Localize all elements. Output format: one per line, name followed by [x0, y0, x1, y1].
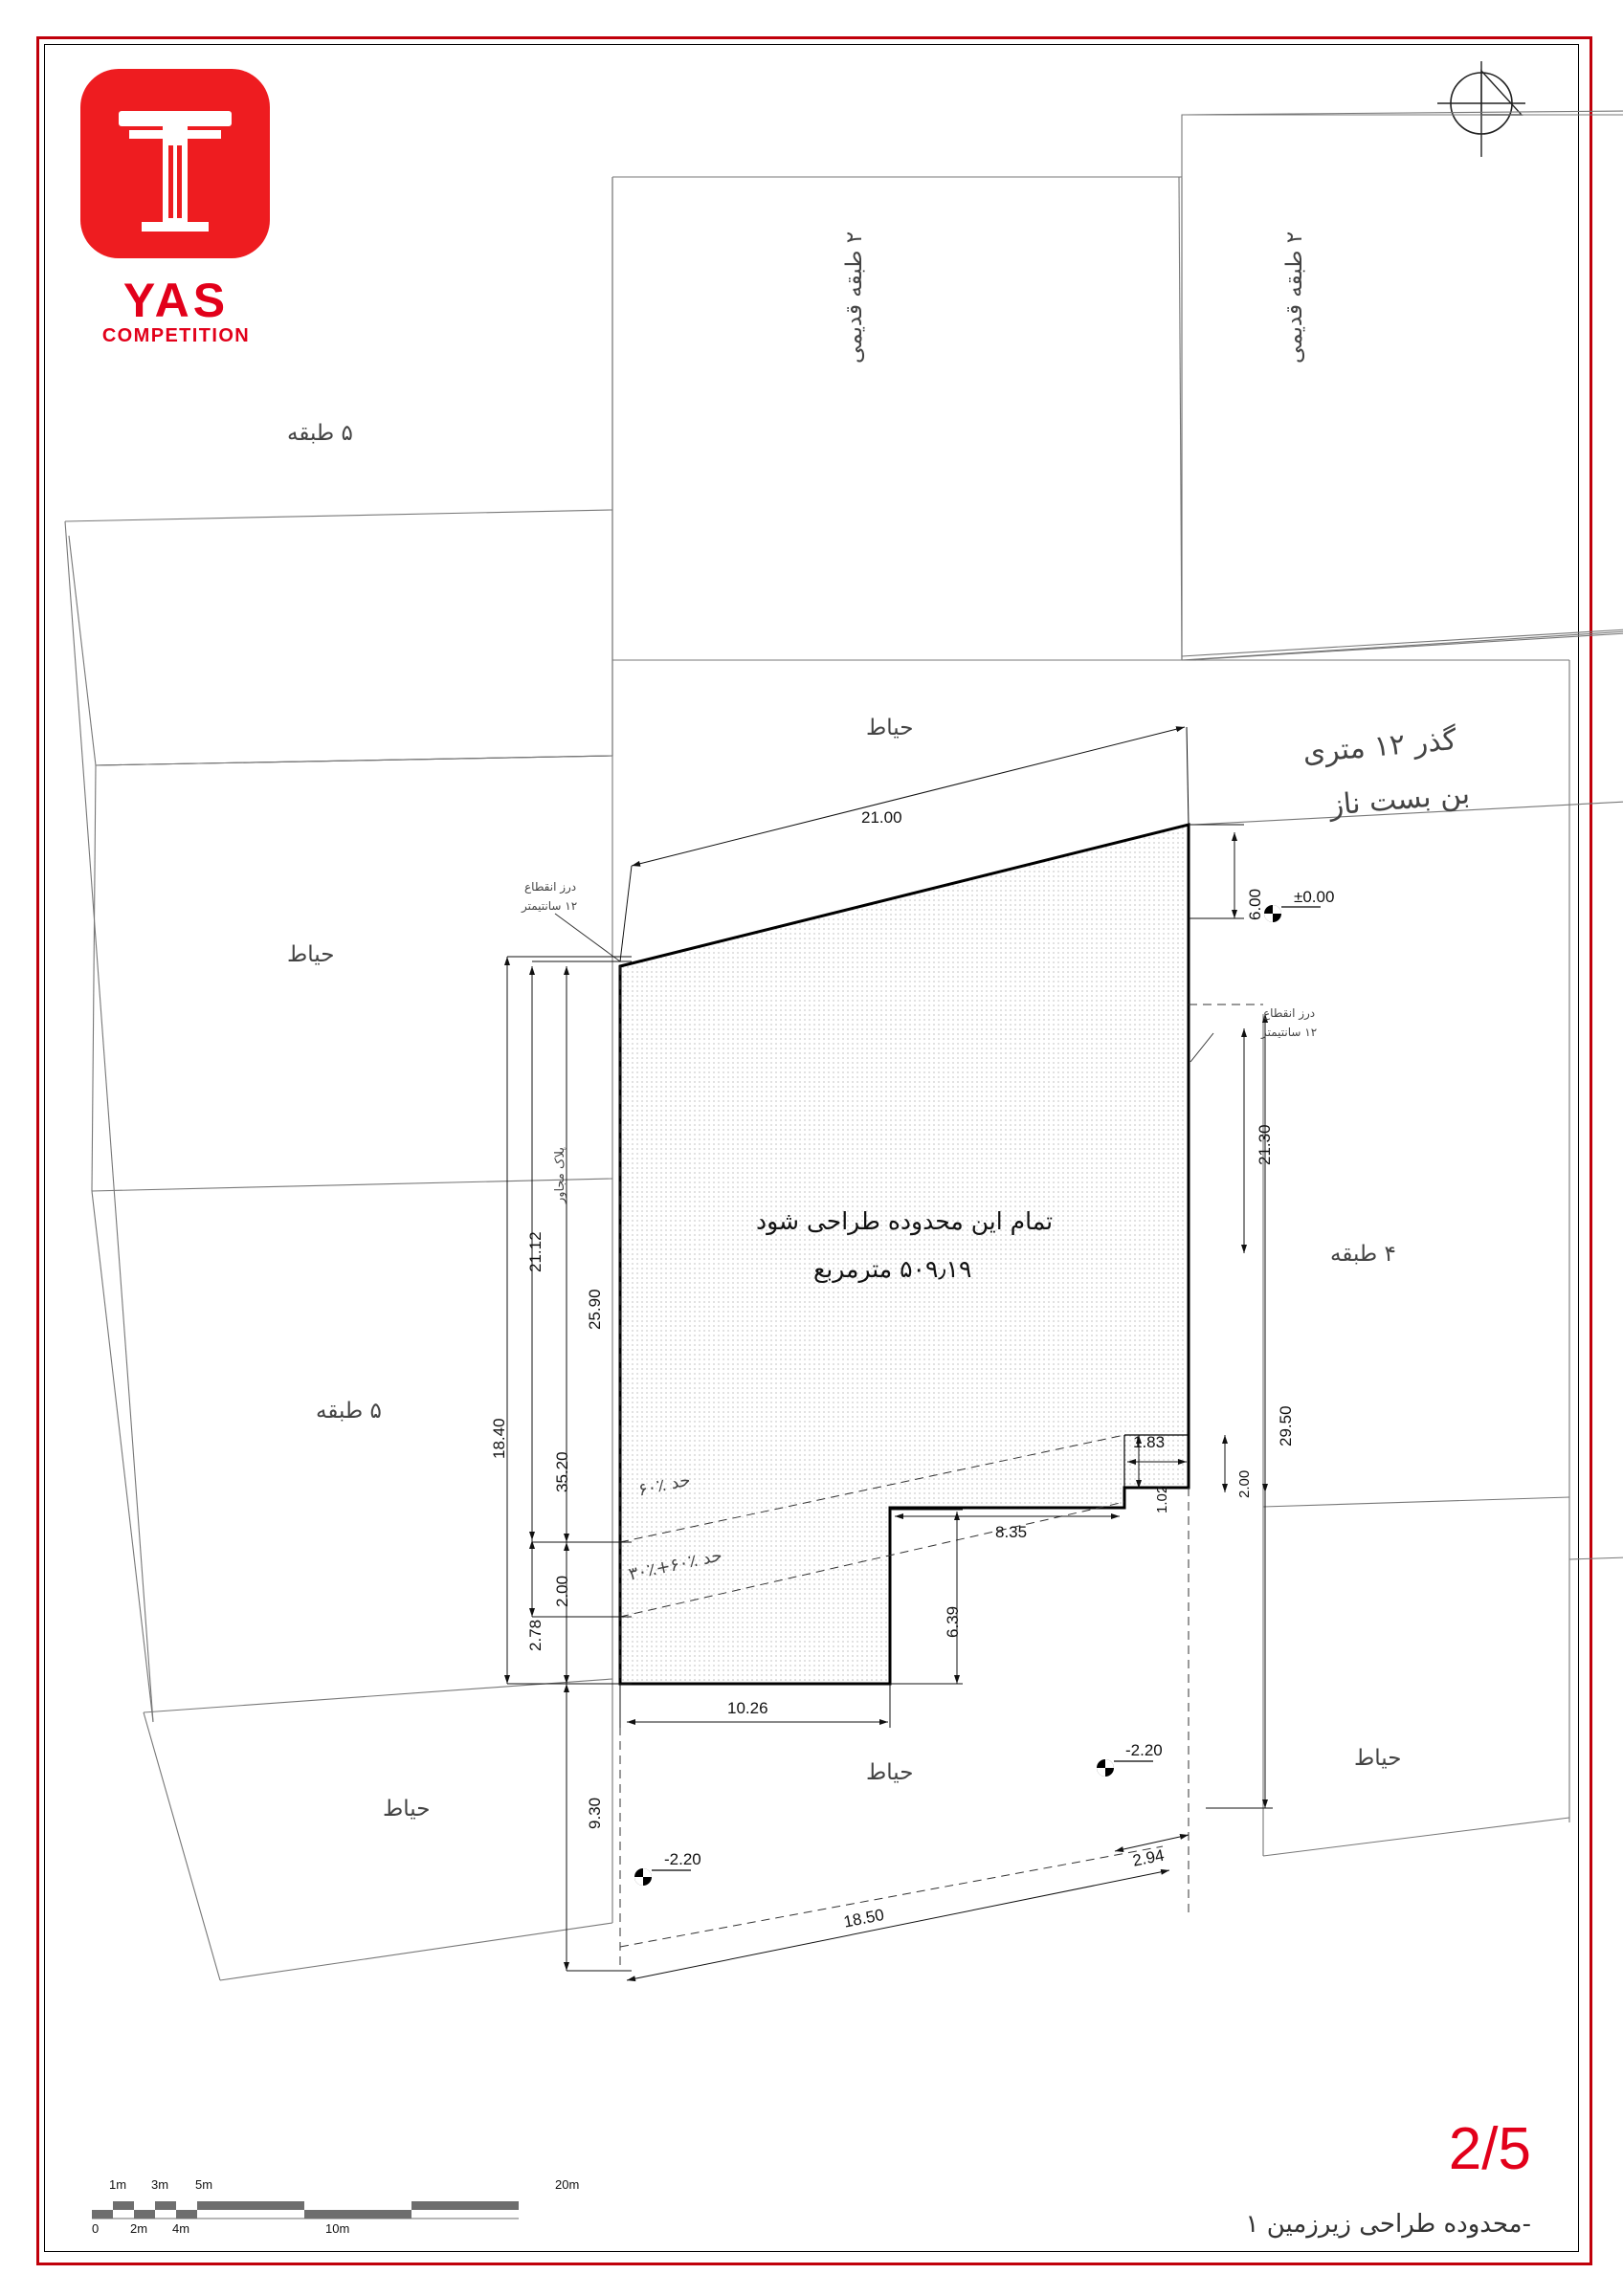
scale-label-3m: 3m [151, 2177, 169, 2192]
dim-text-25-90: 25.90 [586, 1289, 604, 1330]
joint-note-left-line1: درز انقطاع [524, 880, 577, 894]
dim-text-2-00-right: 2.00 [1236, 1469, 1253, 1498]
dim-text-6-00: 6.00 [1246, 888, 1264, 920]
dim-text-29-50: 29.50 [1277, 1405, 1295, 1446]
context-label-hayat-right: حیاط [1354, 1746, 1402, 1771]
site-note-line2: ۵۰۹٫۱۹ مترمربع [813, 1255, 972, 1283]
dim-text-21-00: 21.00 [861, 808, 902, 827]
joint-note-right-line2: ۱۲ سانتیمتر [1261, 1026, 1318, 1039]
dim-text-18-50: 18.50 [842, 1905, 886, 1932]
scale-label-1m: 1m [109, 2177, 127, 2192]
context-label-2tabaqe-old-2: ۲ طبقه قدیمی [1282, 231, 1307, 364]
dim-text-2-00-left: 2.00 [553, 1575, 571, 1607]
dim-text-35-20: 35.20 [553, 1451, 571, 1492]
page-number: 2/5 [1448, 2116, 1531, 2182]
scale-label-4m: 4m [172, 2221, 190, 2236]
context-label-hayat-top: حیاط [866, 716, 914, 740]
neighbor-plot-note: پلاک مجاور [553, 1146, 567, 1203]
joint-note-left-line2: ۱۲ سانتیمتر [522, 899, 578, 913]
dim-text-6-39: 6.39 [944, 1605, 962, 1638]
context-label-hayat-bottom: حیاط [866, 1760, 914, 1785]
scale-label-5m: 5m [195, 2177, 213, 2192]
sheet-title: محدوده طراحی زیرزمین ۱- [1245, 2210, 1531, 2239]
scale-label-20m: 20m [555, 2177, 580, 2192]
dim-text-10-26: 10.26 [727, 1699, 768, 1717]
logo-subtitle-text: COMPETITION [101, 325, 251, 346]
context-label-hayat-left: حیاط [287, 942, 335, 967]
site-note-line1: تمام این محدوده طراحی شود [756, 1207, 1054, 1235]
dim-text-9-30: 9.30 [586, 1797, 604, 1829]
context-label-2tabaqe-old-1: ۲ طبقه قدیمی [842, 231, 867, 364]
context-label-hayat-bottomleft: حیاط [383, 1797, 431, 1821]
scale-label-2m: 2m [130, 2221, 148, 2236]
context-label-5tabaqe-left: ۵ طبقه [316, 1399, 382, 1424]
dim-text-1-02: 1.02 [1154, 1485, 1170, 1513]
joint-note-right-line1: درز انقطاع [1263, 1006, 1316, 1020]
dim-text-2-94: 2.94 [1131, 1845, 1167, 1870]
dim-text-2-78: 2.78 [526, 1619, 545, 1651]
logo-brand-text: YAS [122, 274, 230, 327]
street-label-line1: گذر ۱۲ متری [1301, 722, 1458, 770]
level-text-minus-220-right: -2.20 [1125, 1741, 1163, 1759]
scale-label-0: 0 [92, 2221, 100, 2236]
dim-text-21-30: 21.30 [1256, 1124, 1274, 1165]
dim-text-1-83: 1.83 [1133, 1433, 1166, 1451]
context-label-4tabaqe-right: ۴ طبقه [1330, 1242, 1396, 1267]
dim-text-18-40: 18.40 [490, 1418, 508, 1459]
dim-text-8-35: 8.35 [995, 1523, 1028, 1541]
level-text-minus-220-left: -2.20 [664, 1850, 701, 1868]
slope-note-60-30: حد ٪۶۰+٪۳۰ [627, 1545, 724, 1585]
slope-note-60: حد ٪۶۰ [636, 1469, 693, 1501]
level-text-plus-000: ±0.00 [1294, 888, 1335, 906]
scale-bar [92, 2177, 647, 2235]
dim-text-21-12: 21.12 [526, 1231, 545, 1272]
scale-label-10m: 10m [325, 2221, 350, 2236]
context-label-5tabaqe-top: ۵ طبقه [287, 421, 353, 446]
street-label-line2: بن بست ناز [1328, 777, 1472, 823]
